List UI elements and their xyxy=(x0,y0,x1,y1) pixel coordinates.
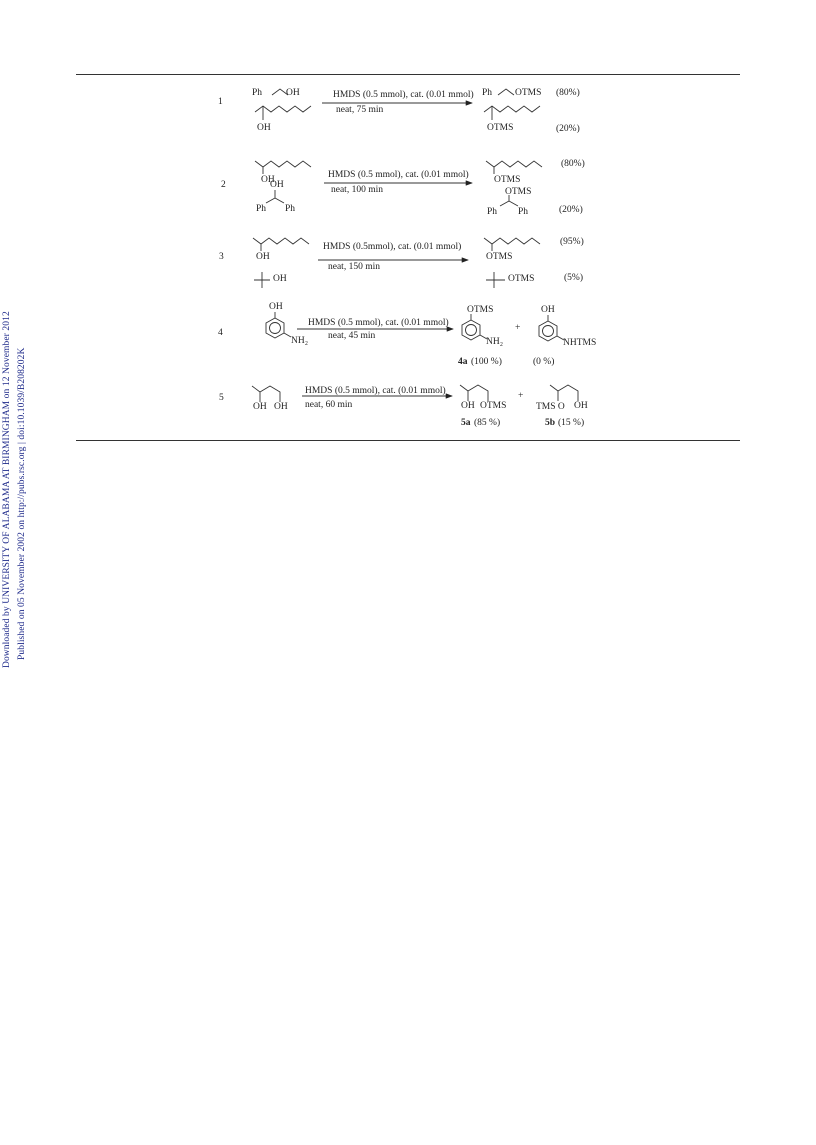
substrate-label: OH xyxy=(270,180,284,190)
product-4b-ring xyxy=(539,321,557,341)
substrate-label: OH xyxy=(273,274,287,284)
product-4a-ring xyxy=(462,320,480,340)
octanol-chain-2 xyxy=(255,161,311,174)
entry-number: 5 xyxy=(219,393,224,403)
product-label: OTMS xyxy=(480,401,507,411)
product-label: NHTMS xyxy=(563,338,597,348)
reaction-time: neat, 75 min xyxy=(336,105,384,115)
product-label: OH xyxy=(574,401,588,411)
product-yield: (80%) xyxy=(561,159,585,169)
substrate-label: OH xyxy=(257,123,271,133)
tbutyl-otms-bonds xyxy=(486,272,505,288)
entry-number: 2 xyxy=(221,180,226,190)
compound-id: 5b xyxy=(545,418,556,428)
product-label: Ph xyxy=(518,207,529,217)
product-label: OH xyxy=(541,305,555,315)
substrate-label: Ph xyxy=(252,88,263,98)
substrate-label: OH xyxy=(253,402,267,412)
product-label: OH xyxy=(461,401,475,411)
tbutanol-bonds xyxy=(254,272,270,288)
entry-number: 1 xyxy=(218,97,223,107)
substrate-label: OH xyxy=(286,88,300,98)
product-label: OTMS xyxy=(486,252,513,262)
substrate-label: Ph xyxy=(285,204,296,214)
download-notice: Downloaded by UNIVERSITY OF ALABAMA AT BIRMINGHAM on 12 November 2012 xyxy=(2,311,12,668)
benzhydrol-bonds xyxy=(266,190,284,203)
product-yield: (0 %) xyxy=(533,357,555,367)
butanediol-bonds xyxy=(252,386,280,402)
substrate-label: Ph xyxy=(256,204,267,214)
octanol-chain-3 xyxy=(253,238,309,251)
product-yield: (85 %) xyxy=(474,418,501,428)
product-yield: (15 %) xyxy=(558,418,585,428)
product-label: TMS O xyxy=(536,402,565,412)
publication-notice: Published on 05 November 2002 on http://pubs.rsc.org | doi:10.1039/B208202K xyxy=(17,347,27,660)
aminophenol-aromatic xyxy=(270,323,281,334)
product-yield: (5%) xyxy=(564,273,583,283)
reaction-time: neat, 100 min xyxy=(331,185,383,195)
reaction-time: neat, 60 min xyxy=(305,400,353,410)
product-4a-aromatic xyxy=(466,325,477,336)
product-yield: (100 %) xyxy=(471,357,502,367)
reaction-time: neat, 150 min xyxy=(328,262,380,272)
substrate-label: OH xyxy=(261,175,275,185)
substrate-label: OH xyxy=(256,252,270,262)
octyl-otms-chain xyxy=(484,106,540,120)
product-yield: (20%) xyxy=(559,205,583,215)
substrate-label: OH xyxy=(269,302,283,312)
compound-id: 4a xyxy=(458,357,468,367)
product-label: OTMS xyxy=(508,274,535,284)
product-label: NH₂ xyxy=(486,337,504,347)
reaction-conditions: HMDS (0.5 mmol), cat. (0.01 mmol) xyxy=(308,318,449,328)
product-yield: (20%) xyxy=(556,124,580,134)
substrate-label: OH xyxy=(274,402,288,412)
product-label: OTMS xyxy=(487,123,514,133)
product-5a-bonds xyxy=(460,385,488,401)
reaction-conditions: HMDS (0.5 mmol), cat. (0.01 mmol) xyxy=(305,386,446,396)
reaction-conditions: HMDS (0.5 mmol), cat. (0.01 mmol) xyxy=(328,170,469,180)
product-label: Ph xyxy=(487,207,498,217)
octyl-otms-chain-2 xyxy=(486,161,542,174)
product-yield: (95%) xyxy=(560,237,584,247)
product-5b-bonds xyxy=(550,385,578,401)
product-label: OTMS xyxy=(494,175,521,185)
entry-number: 3 xyxy=(219,252,224,262)
plus-sign: + xyxy=(518,391,524,401)
reaction-conditions: HMDS (0.5 mmol), cat. (0.01 mmol) xyxy=(333,90,474,100)
product-label: OTMS xyxy=(515,88,542,98)
octyl-otms-chain-3 xyxy=(484,238,540,251)
entry-number: 4 xyxy=(218,328,223,338)
substrate-label: NH₂ xyxy=(291,336,309,346)
aminophenol-ring xyxy=(266,318,284,338)
plus-sign: + xyxy=(515,323,521,333)
product-4b-aromatic xyxy=(543,326,554,337)
product-label: Ph xyxy=(482,88,493,98)
compound-id: 5a xyxy=(461,418,471,428)
reaction-conditions: HMDS (0.5mmol), cat. (0.01 mmol) xyxy=(323,242,462,252)
reaction-time: neat, 45 min xyxy=(328,331,376,341)
product-yield: (80%) xyxy=(556,88,580,98)
product-label: OTMS xyxy=(467,305,494,315)
octanol-chain xyxy=(255,106,311,120)
product-label: OTMS xyxy=(505,187,532,197)
benzyl-otms-bond xyxy=(498,89,514,95)
